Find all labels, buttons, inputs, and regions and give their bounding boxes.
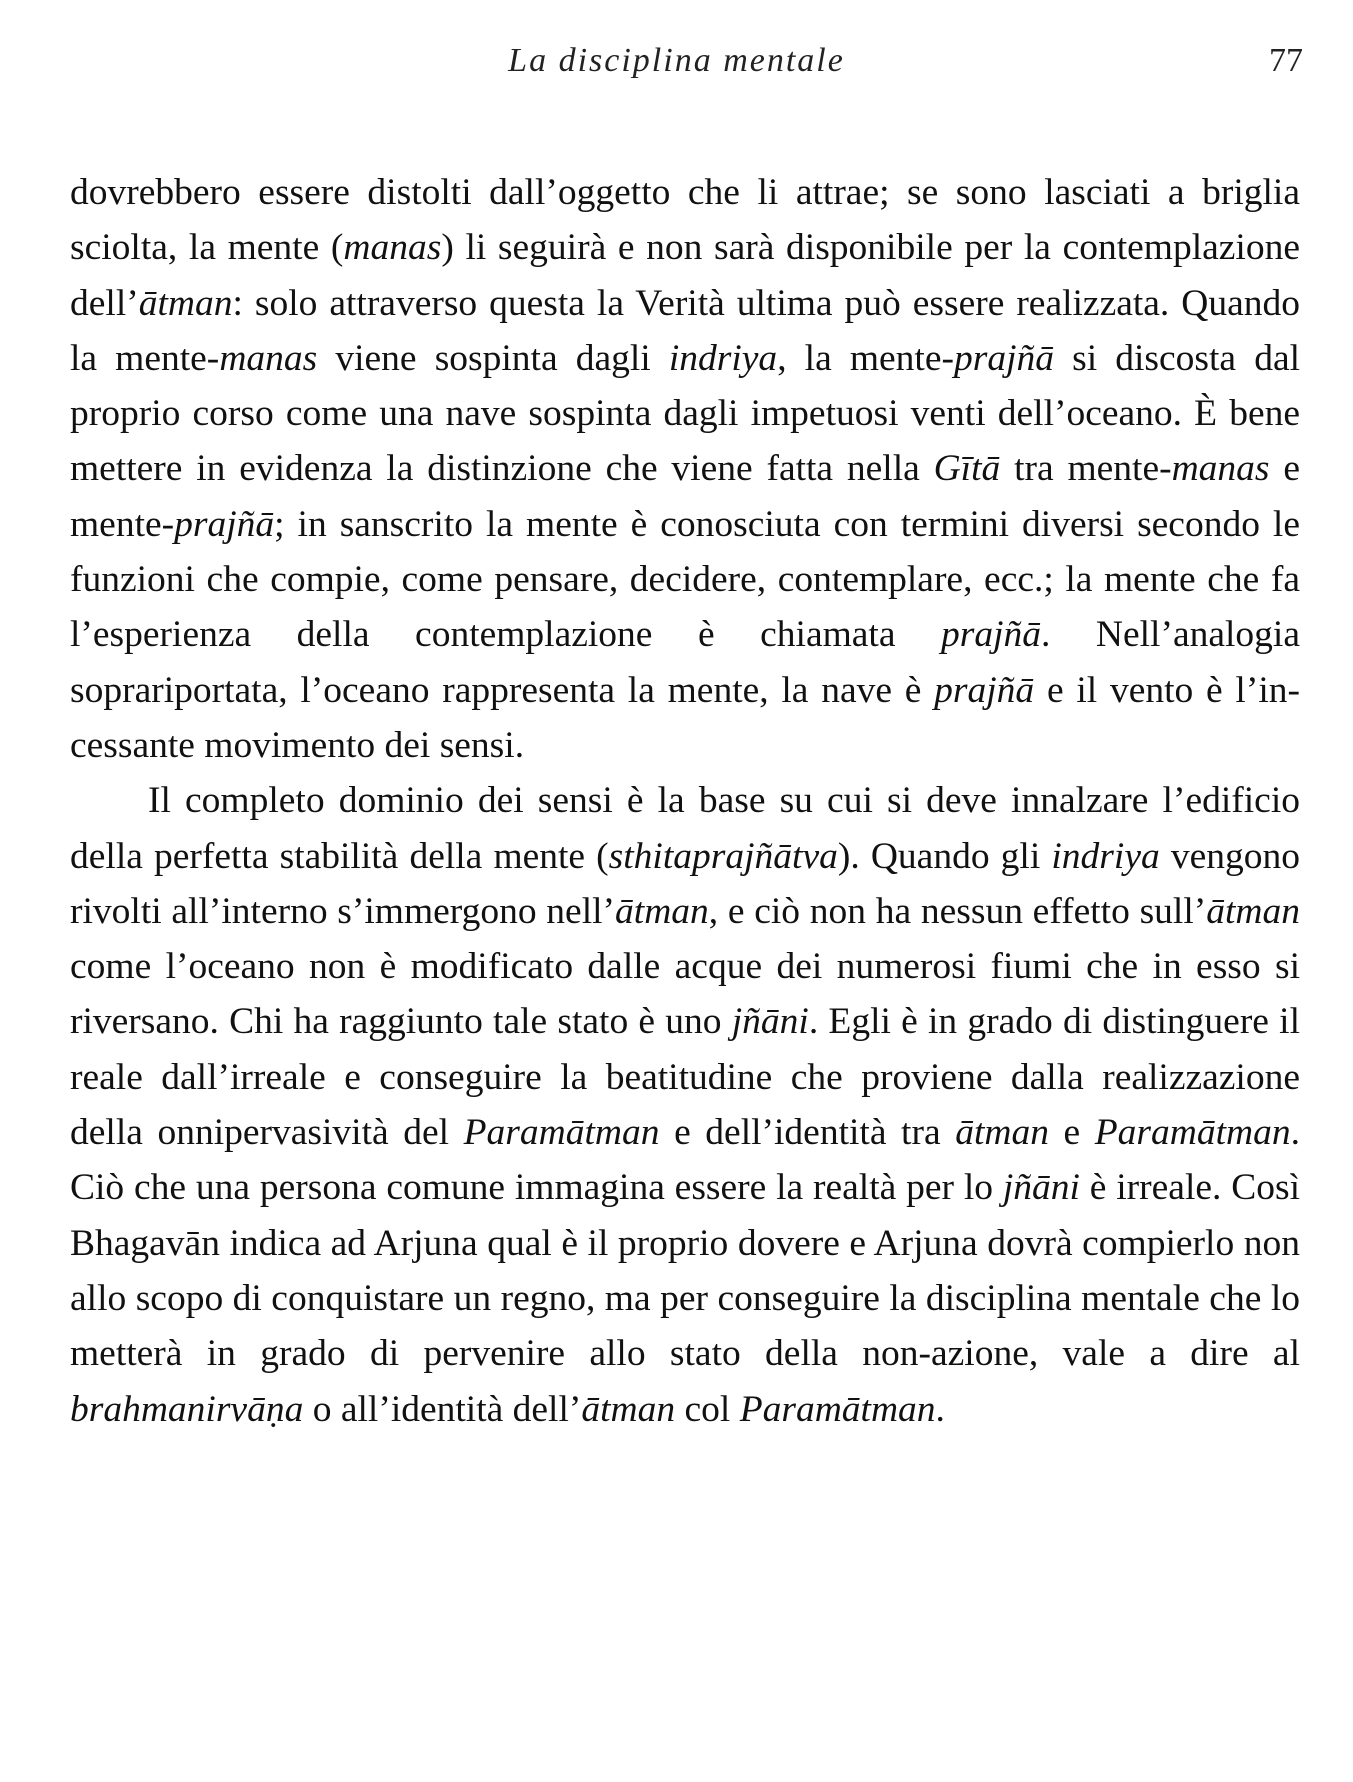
text-run: e [1048,1112,1095,1154]
text-run: viene sospinta dagli [317,337,669,379]
text-run: ; in sanscrito la mente è conosciuta con termini diversi secondo le funzioni che compie, come pensare, decidere, contemplare, ecc.; la mente che fa l’esperienza della contemplazione è chiamata [70,503,1300,656]
text-run: si discosta dal proprio corso come una nave sospinta dagli impetuosi venti dell’oceano. È bene mettere in evidenza la distinzione che viene fatta nella [70,337,1301,490]
text-run: dovrebbero essere distolti dall’oggetto che li attrae; se sono lasciati a briglia sciolta, la mente ( [70,172,1300,269]
text-run: : solo attraverso questa la Verità ultima può essere realizzata. Quando la mente- [70,282,1300,379]
running-head [0,38,1353,88]
text-run: ) li seguirà e non sarà disponibile per la contemplazione dell’ [70,227,1300,324]
page-number: 77 [1269,42,1303,79]
italic-term: Gītā [933,448,1001,490]
text-run: Il completo dominio dei sensi è la base su cui si deve innalzare l’edificio della perfetta stabilità della mente ( [70,780,1300,877]
italic-term: ātman [955,1112,1049,1154]
italic-term: manas [343,227,442,269]
italic-term: jñāni [731,1001,809,1043]
italic-term: prajñā [941,614,1042,656]
text-run: vengono rivolti all’interno s’immergono nell’ [70,835,1300,932]
italic-term: brahmanirvāṇa [70,1388,304,1430]
text-run: ). Quando gli [837,835,1052,877]
italic-term: sthitaprajñātva [608,835,838,877]
text-run: e dell’identità tra [659,1112,956,1154]
italic-term: jñāni [1002,1167,1080,1209]
italic-term: ātman [1206,890,1300,932]
text-run: . Nell’analogia soprariportata, l’oceano rappresenta la mente, la nave è [70,614,1300,711]
body-text [70,165,1300,1437]
italic-term: ātman [615,890,709,932]
italic-term: manas [1171,448,1270,490]
italic-term: indriya [668,337,778,379]
text-run: col [675,1388,740,1430]
text-run: , e ciò non ha nessun effetto sull’ [708,890,1207,932]
text-run: e il vento è l’incessante movimento dei sensi. [70,669,1300,766]
text-run: o all’identità dell’ [303,1388,582,1430]
italic-term: Paramātman [739,1388,936,1430]
text-run: . Egli è in grado di distinguere il reale dall’irreale e conseguire la beatitudine che proviene dalla realizzazione della onnipervasività del [70,1001,1300,1154]
italic-term: ātman [138,282,233,324]
text-run: è irreale. Così Bhagavān indica ad Arjuna qual è il proprio dovere e Arjuna dovrà compierlo non allo scopo di conquistare un regno, ma per conseguire la disciplina mentale che lo metterà in grado di pervenire allo stato della non-azione, vale a dire al [70,1167,1300,1375]
paragraph [70,773,1300,1437]
italic-term: ātman [581,1388,676,1430]
italic-term: Paramātman [463,1112,660,1154]
text-run: . Ciò che una persona comune immagina essere la realtà per lo [70,1112,1300,1209]
italic-term: prajñā [934,669,1035,711]
italic-term: prajñā [174,503,275,545]
paragraph [70,165,1300,773]
text-run: e mente- [70,448,1300,545]
running-title: La disciplina mentale [508,42,845,79]
italic-term: prajñā [953,337,1054,379]
italic-term: indriya [1051,835,1160,877]
text-run: tra mente- [1000,448,1172,490]
text-run: . [935,1388,945,1430]
text-run: , la mente- [777,337,954,379]
text-run: come l’oceano non è modificato dalle acque dei numerosi fiumi che in esso si riversano. Chi ha raggiunto tale stato è uno [70,946,1300,1043]
italic-term: Paramātman [1094,1112,1291,1154]
italic-term: manas [219,337,318,379]
